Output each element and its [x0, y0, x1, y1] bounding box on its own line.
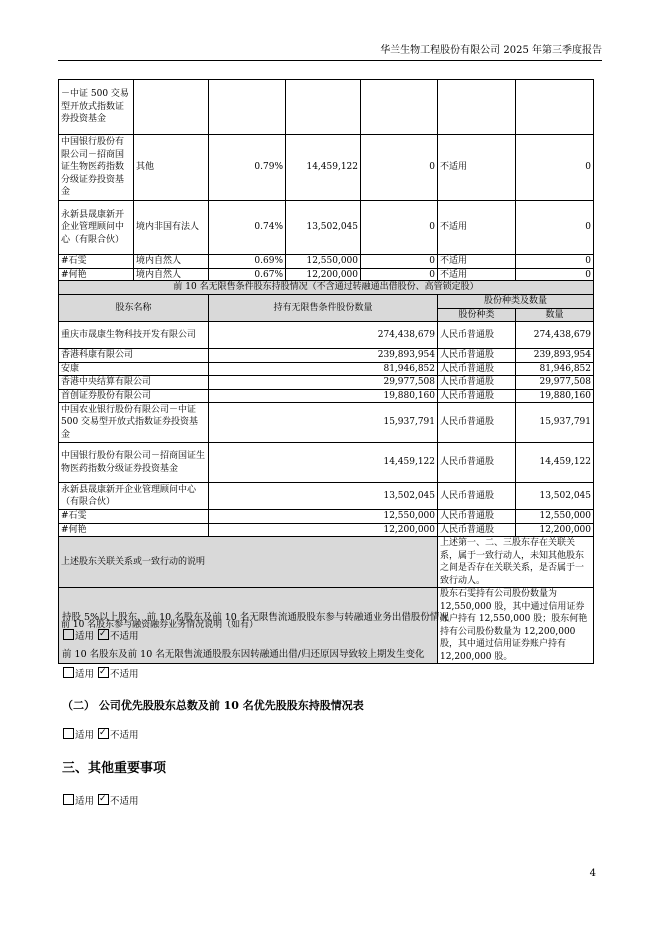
shareholder-nature	[134, 80, 209, 135]
option-applicable: 适用	[75, 631, 95, 642]
page-number: 4	[589, 868, 596, 879]
unrestricted-shares: 29,977,508	[209, 376, 438, 390]
restricted-shares: 0	[361, 135, 438, 201]
shareholder-name: #石雯	[59, 255, 134, 269]
pledge-status: 不适用	[438, 255, 516, 269]
pledge-qty: 0	[516, 268, 594, 282]
shareholder-name: 中国农业银行股份有限公司－中证 500 交易型开放式指数证券投资基金	[59, 403, 209, 443]
col-unrestricted-shares: 持有无限售条件股份数量	[209, 295, 438, 322]
table-header-row	[59, 295, 594, 309]
col-share-type-group: 股份种类及数量	[438, 295, 594, 309]
checkbox-checked-icon	[98, 794, 109, 805]
pledge-status: 不适用	[438, 201, 516, 255]
share-type: 人民币普通股	[438, 443, 516, 483]
option-not-applicable: 不适用	[110, 796, 139, 807]
col-share-qty: 数量	[516, 308, 594, 322]
shareholder-nature: 境内自然人	[134, 255, 209, 269]
unrestricted-shares: 14,459,122	[209, 443, 438, 483]
table-row	[59, 376, 594, 390]
option-applicable: 适用	[75, 669, 95, 680]
shareholder-name: 安康	[59, 362, 209, 376]
relation-label: 上述股东关联关系或一致行动的说明	[59, 537, 438, 588]
table-row	[59, 201, 594, 255]
holding-shares: 14,459,122	[286, 135, 361, 201]
pledge-qty	[516, 80, 594, 135]
pledge-status: 不适用	[438, 135, 516, 201]
page-header	[58, 44, 602, 61]
shareholder-name: 首创证券股份有限公司	[59, 389, 209, 403]
margin-text: 股东石雯持有公司股份数量为 12,550,000 股，其中通过信用证券账户持有 12,550,000 股；股东何艳持有公司股份数量为 12,200,000 股，其中通过信用证券账户持有 12,200,000 股。	[438, 588, 594, 664]
share-type: 人民币普通股	[438, 523, 516, 537]
share-type: 人民币普通股	[438, 322, 516, 349]
checkbox-checked-icon	[98, 728, 109, 739]
share-qty: 13,502,045	[516, 483, 594, 510]
checkbox-unchecked-icon	[63, 728, 74, 739]
shareholder-name: 永新县晟康新开企业管理顾问中心（有限合伙）	[59, 201, 134, 255]
unrestricted-shares: 13,502,045	[209, 483, 438, 510]
table-title: 前 10 名无限售条件股东持股情况（不含通过转融通出借股份、高管锁定股）	[59, 281, 594, 295]
share-qty: 12,200,000	[516, 523, 594, 537]
pledge-status: 不适用	[438, 268, 516, 282]
share-type: 人民币普通股	[438, 510, 516, 524]
checkbox-checked-icon	[98, 667, 109, 678]
holding-shares	[286, 80, 361, 135]
holding-pct: 0.67%	[209, 268, 286, 282]
checkbox-unchecked-icon	[63, 629, 74, 640]
option-applicable: 适用	[75, 796, 95, 807]
shareholder-name: 永新县晟康新开企业管理顾问中心（有限合伙）	[59, 483, 209, 510]
option-not-applicable: 不适用	[110, 631, 139, 642]
share-type: 人民币普通股	[438, 403, 516, 443]
share-qty: 29,977,508	[516, 376, 594, 390]
pledge-qty: 0	[516, 201, 594, 255]
pledge-status	[438, 80, 516, 135]
table-row	[59, 510, 594, 524]
option-not-applicable: 不适用	[110, 669, 139, 680]
share-qty: 19,880,160	[516, 389, 594, 403]
table-row	[59, 443, 594, 483]
section-2-options	[62, 728, 139, 743]
share-qty: 81,946,852	[516, 362, 594, 376]
restricted-shares	[361, 80, 438, 135]
table-row	[59, 483, 594, 510]
unrestricted-shares: 12,550,000	[209, 510, 438, 524]
restricted-shares: 0	[361, 255, 438, 269]
share-qty: 14,459,122	[516, 443, 594, 483]
unrestricted-shares: 15,937,791	[209, 403, 438, 443]
table-row	[59, 255, 594, 269]
unrestricted-shares: 81,946,852	[209, 362, 438, 376]
share-type: 人民币普通股	[438, 349, 516, 363]
table-row	[59, 389, 594, 403]
holding-pct: 0.69%	[209, 255, 286, 269]
shareholder-name: #何艳	[59, 523, 209, 537]
holding-pct	[209, 80, 286, 135]
share-qty: 274,438,679	[516, 322, 594, 349]
unrestricted-shares: 239,893,954	[209, 349, 438, 363]
restricted-shares: 0	[361, 201, 438, 255]
checkbox-unchecked-icon	[63, 667, 74, 678]
shareholder-name: 香港科康有限公司	[59, 349, 209, 363]
pledge-qty: 0	[516, 135, 594, 201]
margin-label: 前 10 名股东参与融资融券业务情况说明（如有）	[59, 588, 438, 664]
table-row	[59, 403, 594, 443]
checkbox-unchecked-icon	[63, 794, 74, 805]
relation-row	[59, 537, 594, 588]
header-title: 华兰生物工程股份有限公司 2025 年第三季度报告	[380, 45, 602, 56]
relation-text: 上述第一、二、三股东存在关联关系，属于一致行动人，未知其他股东之间是否存在关联关系，是否属于一致行动人。	[438, 537, 594, 588]
shareholder-name: 中国银行股份有限公司－招商国证生物医药指数分级证券投资基金	[59, 135, 134, 201]
holding-pct: 0.79%	[209, 135, 286, 201]
table-title-row	[59, 281, 594, 295]
option-not-applicable: 不适用	[110, 730, 139, 741]
unrestricted-shares: 274,438,679	[209, 322, 438, 349]
shareholder-nature: 境内非国有法人	[134, 201, 209, 255]
shareholder-name: 中国银行股份有限公司－招商国证生物医药指数分级证券投资基金	[59, 443, 209, 483]
checkbox-checked-icon	[98, 629, 109, 640]
share-qty: 15,937,791	[516, 403, 594, 443]
unrestricted-shares: 19,880,160	[209, 389, 438, 403]
table-row	[59, 362, 594, 376]
holding-shares: 12,550,000	[286, 255, 361, 269]
share-type: 人民币普通股	[438, 376, 516, 390]
top10-shareholders-table-cont	[58, 79, 594, 282]
share-type: 人民币普通股	[438, 362, 516, 376]
table-row	[59, 322, 594, 349]
holding-shares: 12,200,000	[286, 268, 361, 282]
holding-shares: 13,502,045	[286, 201, 361, 255]
holding-pct: 0.74%	[209, 201, 286, 255]
lending-title: 持股 5%以上股东、前 10 名股东及前 10 名无限售流通股股东参与转融通业务出借股份情况	[62, 612, 449, 623]
share-type: 人民币普通股	[438, 483, 516, 510]
section-3-title: 三、其他重要事项	[62, 761, 167, 776]
col-shareholder-name: 股东名称	[59, 295, 209, 322]
shareholder-name: #何艳	[59, 268, 134, 282]
restricted-shares: 0	[361, 268, 438, 282]
table-row	[59, 135, 594, 201]
share-type: 人民币普通股	[438, 389, 516, 403]
shareholder-name: －中证 500 交易型开放式指数证券投资基金	[59, 80, 134, 135]
unrestricted-shares: 12,200,000	[209, 523, 438, 537]
share-qty: 239,893,954	[516, 349, 594, 363]
shareholder-name: 香港中央结算有限公司	[59, 376, 209, 390]
share-qty: 12,550,000	[516, 510, 594, 524]
section-3-options	[62, 794, 139, 809]
shareholder-nature: 其他	[134, 135, 209, 201]
shareholder-name: 重庆市晟康生物科技开发有限公司	[59, 322, 209, 349]
pledge-qty: 0	[516, 255, 594, 269]
table-row	[59, 80, 594, 135]
lending-options	[62, 629, 139, 644]
table-row	[59, 523, 594, 537]
section-2-title: （二） 公司优先股股东总数及前 10 名优先股股东持股情况表	[62, 699, 364, 712]
change-title: 前 10 名股东及前 10 名无限售流通股股东因转融通出借/归还原因导致较上期发生变化	[62, 649, 425, 660]
unrestricted-shareholders-table	[58, 280, 594, 664]
change-options	[62, 667, 139, 682]
col-share-type: 股份种类	[438, 308, 516, 322]
table-row	[59, 349, 594, 363]
option-applicable: 适用	[75, 730, 95, 741]
shareholder-name: #石雯	[59, 510, 209, 524]
shareholder-nature: 境内自然人	[134, 268, 209, 282]
